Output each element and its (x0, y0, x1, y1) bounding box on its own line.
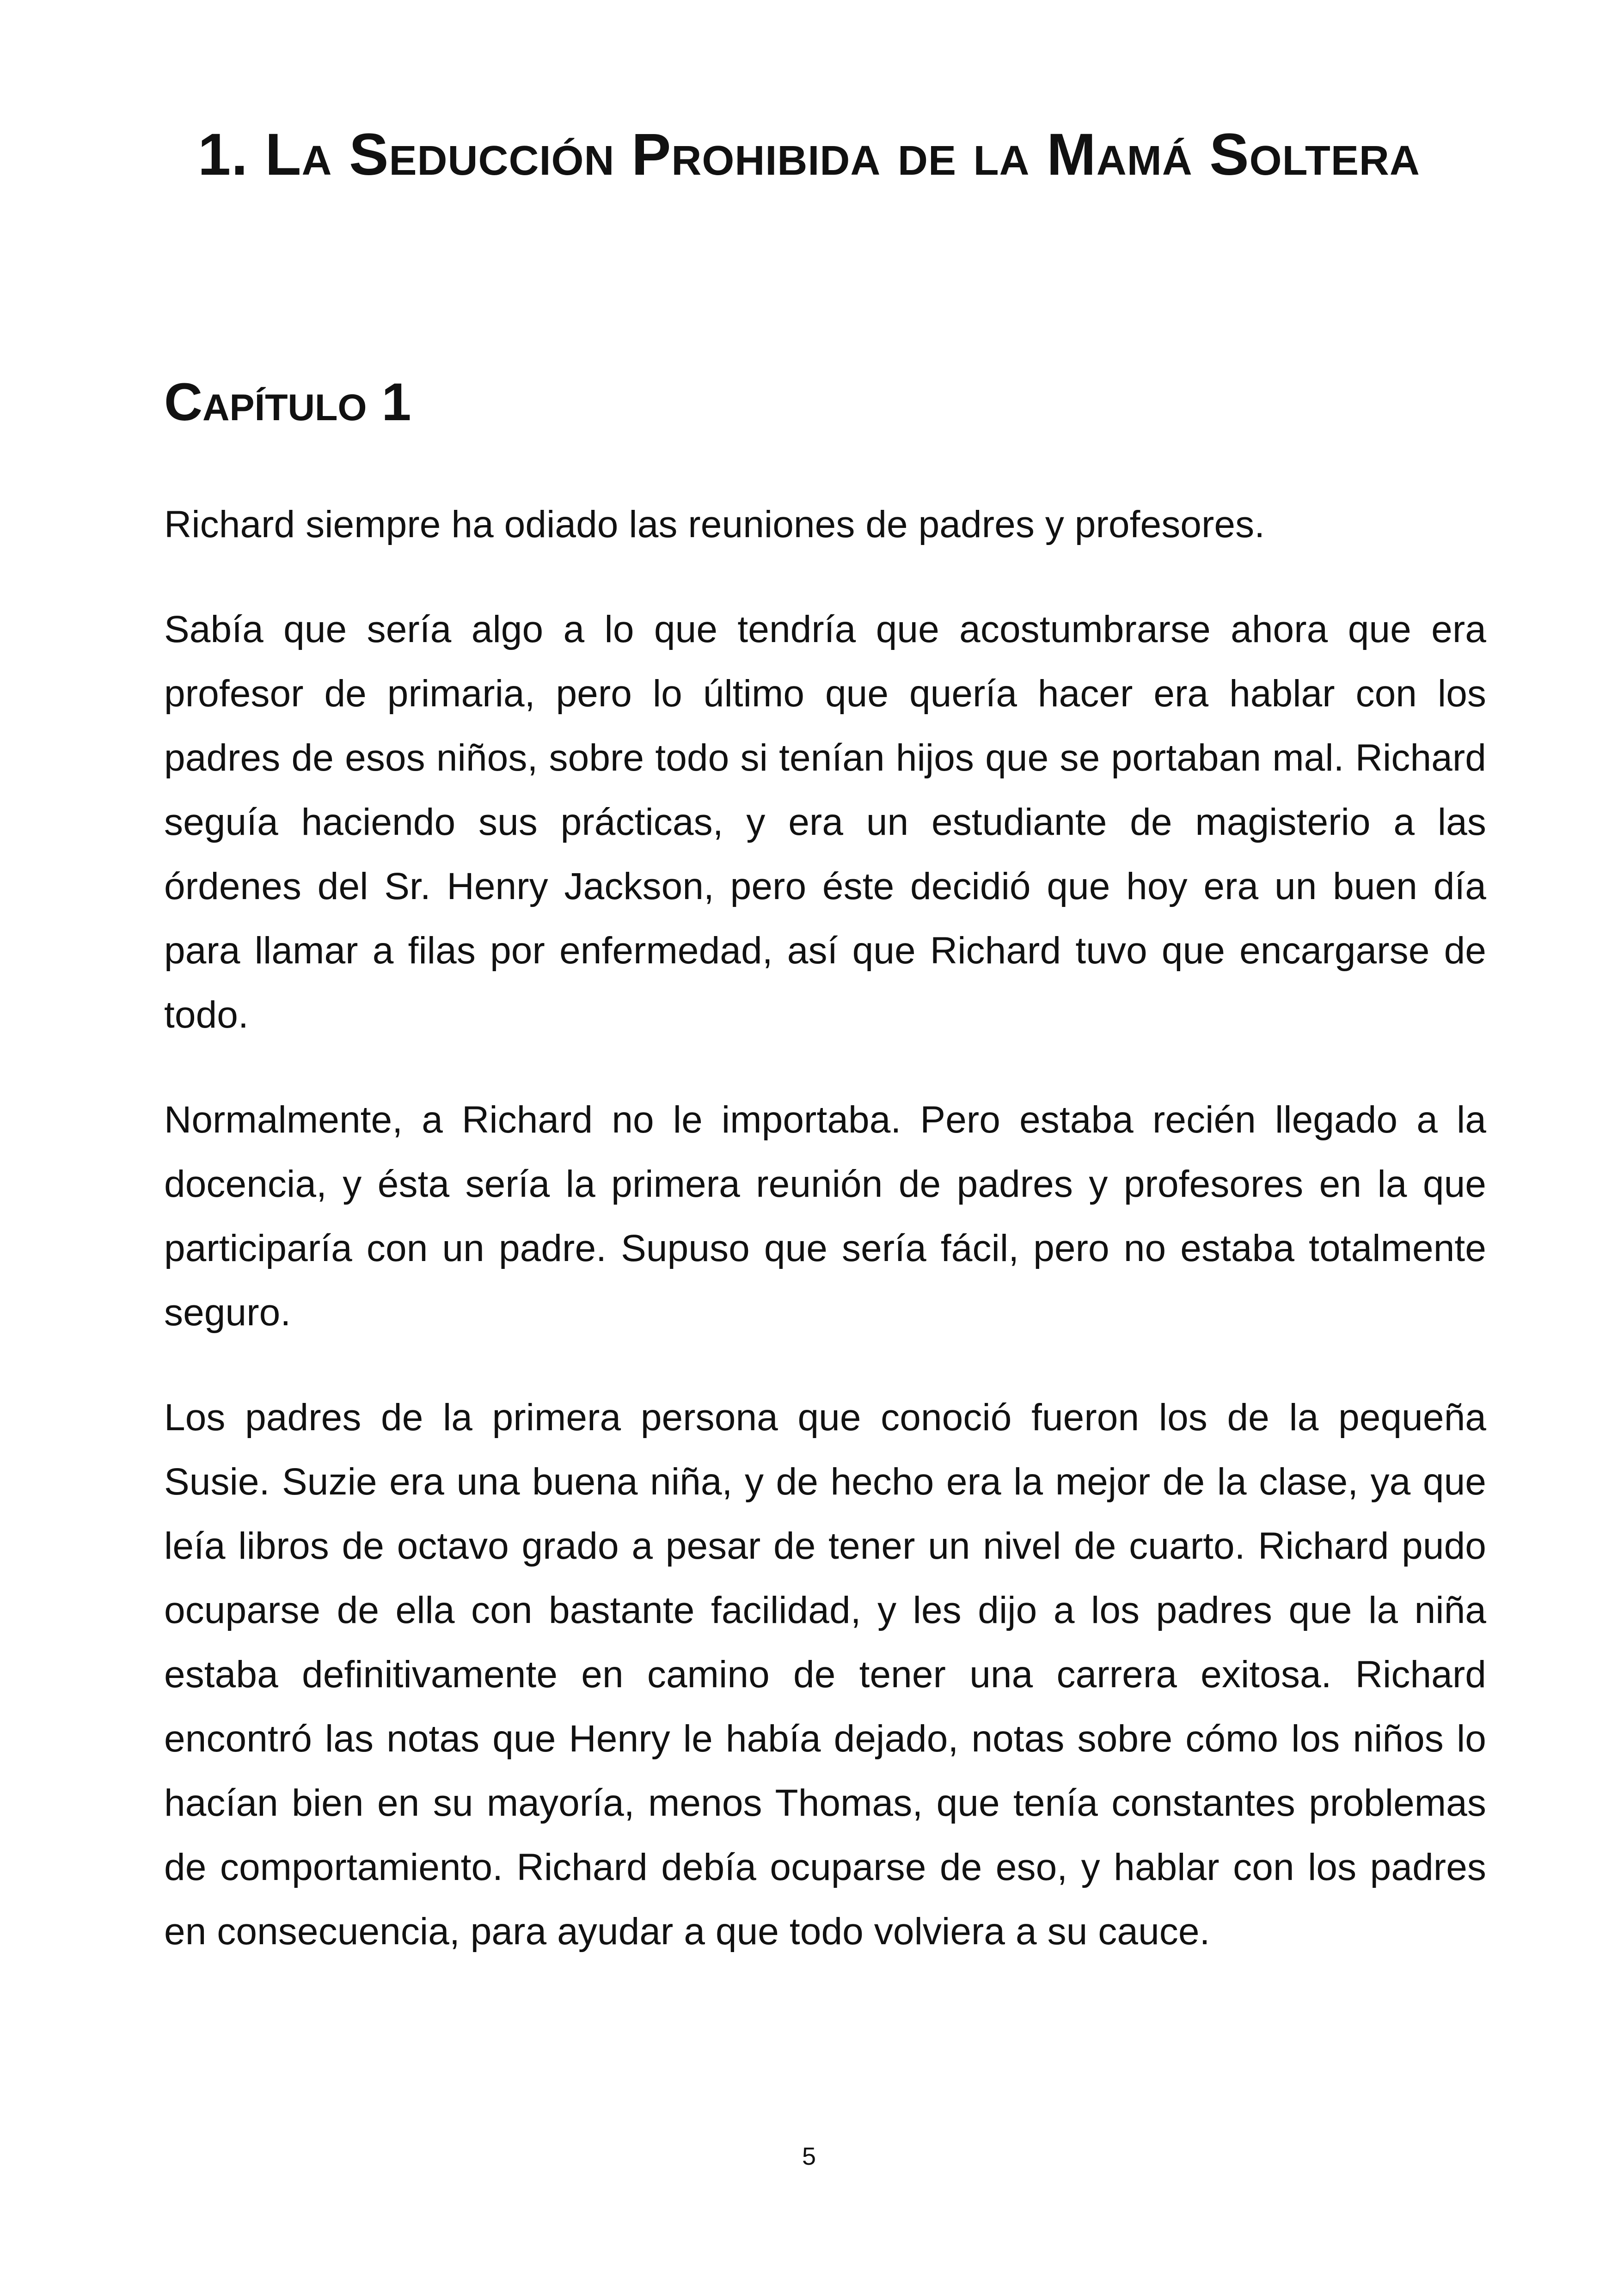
paragraph: Normalmente, a Richard no le importaba. Pero estaba recién llegado a la docencia, y ésta sería la primera reunión de padres y profesores en la que participaría con un padre. Supuso que sería fácil, pero no estaba totalmente seguro. (164, 1099, 1486, 1334)
book-title: 1. La Seducción Prohibida de la Mamá Soltera (198, 122, 1420, 188)
paragraph: Sabía que sería algo a lo que tendría que acostumbrarse ahora que era profesor de primaria, pero lo último que quería hacer era hablar con los padres de esos niños, sobre todo si tenían hijos que se portaban mal. Richard seguía haciendo sus prácticas, y era un estudiante de magisterio a las órdenes del Sr. Henry Jackson, pero éste decidió que hoy era un buen día para llamar a filas por enfermedad, así que Richard tuvo que encargarse de todo. (164, 608, 1486, 1036)
page-number: 5 (802, 2143, 816, 2170)
body-text (164, 492, 1486, 2004)
chapter-title: Capítulo 1 (164, 373, 411, 432)
paragraph: Richard siempre ha odiado las reuniones de padres y profesores. (164, 503, 1265, 545)
paragraph: Los padres de la primera persona que conoció fueron los de la pequeña Susie. Suzie era una buena niña, y de hecho era la mejor de la clase, ya que leía libros de octavo grado a pesar de tener un nivel de cuarto. Richard pudo ocuparse de ella con bastante facilidad, y les dijo a los padres que la niña estaba definitivamente en camino de tener una carrera exitosa. Richard encontró las notas que Henry le había dejado, notas sobre cómo los niños lo hacían bien en su mayoría, menos Thomas, que tenía constantes problemas de comportamiento. Richard debía ocuparse de eso, y hablar con los padres en consecuencia, para ayudar a que todo volviera a su cauce. (164, 1396, 1486, 1953)
